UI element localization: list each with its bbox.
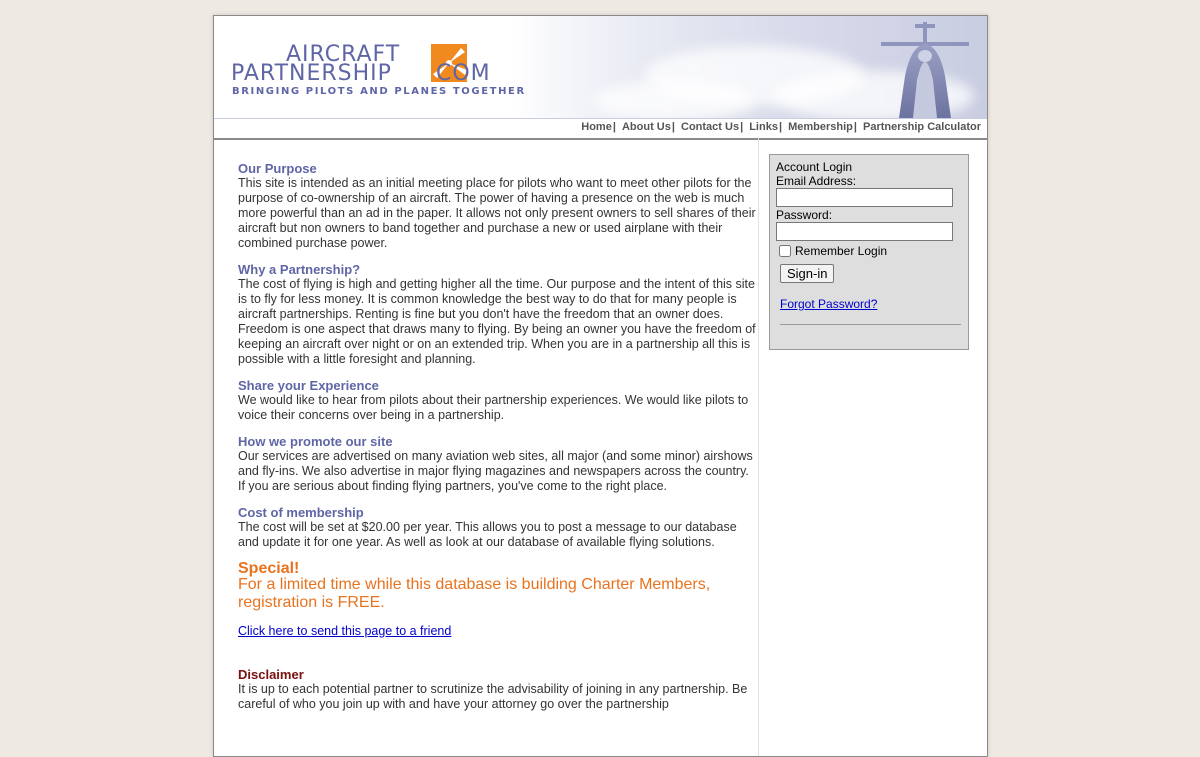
logo-line1: AIRCRAFT [286,42,401,67]
nav-about-us[interactable]: About Us [621,121,671,133]
send-to-friend-link[interactable]: Click here to send this page to a friend [238,624,452,638]
forgot-password-link[interactable]: Forgot Password? [780,297,878,311]
column-divider [758,137,759,757]
nav-separator: | [671,121,675,133]
content-area [214,137,987,757]
password-label: Password: [776,208,833,222]
section-text: The cost will be set at $20.00 per year. This allows you to post a message to our database and update it for one year. As well as look at our database of available flying solutions. [238,520,737,549]
section-title: How we promote our site [238,434,393,449]
page-container [213,15,988,757]
logo-line2: PARTNERSHIP COM [231,61,491,86]
nav-separator: | [740,121,744,133]
nav-links[interactable]: Links [749,121,778,133]
logo-tagline: BRINGING PILOTS AND PLANES TOGETHER [232,86,526,97]
password-field[interactable] [776,222,953,241]
disclaimer-title: Disclaimer [238,667,304,682]
login-panel [769,154,969,350]
section-title: Share your Experience [238,378,379,393]
special-title: Special! [238,560,300,577]
main-column [238,161,758,723]
nav-separator: | [853,121,857,133]
header-banner [214,16,987,118]
section-text: We would like to hear from pilots about their partnership experiences. We would like pilots to voice their concerns over being in a partnership. [238,393,749,422]
section-title: Our Purpose [238,161,317,176]
email-label: Email Address: [776,174,857,188]
remember-login-checkbox[interactable] [779,245,791,257]
login-title: Account Login [776,160,853,174]
section-text: The cost of flying is high and getting higher all the time. Our purpose and the intent of this site is to fly for less money. It is common knowledge the best way to do that for many people is aircraft partnerships. Renting is fine but you don't have the freedom that an owner does. Freedom is one aspect that draws many to flying. By being an owner you have the freedom of keeping an aircraft over night or on an extended trip. When you are in a partnership all this is possible with a little foresight and planning. [238,277,756,366]
section-title: Why a Partnership? [238,262,361,277]
email-field[interactable] [776,188,953,207]
disclaimer-text: It is up to each potential partner to scrutinize the advisability of joining in any partnership. Be careful of who you join up with and have your attorney go over the partnership [238,682,748,711]
remember-login-row [776,244,962,258]
nav-separator: | [778,121,783,133]
section-title: Cost of membership [238,505,364,520]
login-divider [780,324,961,325]
special-text: For a limited time while this database is building Charter Members, registration is FREE. [238,576,711,611]
remember-login-label: Remember Login [795,244,888,258]
section-text: This site is intended as an initial meeting place for pilots who want to meet other pilots for the purpose of co-ownership of an aircraft. The power of having a presence on the web is much more powerful than an ad in the paper. It allows not only present owners to sell shares of their aircraft but non owners to band together and purchase a new or used airplane with their combined purchase power. [238,176,756,250]
section-text: Our services are advertised on many aviation web sites, all major (and some minor) airshows and fly-ins. We also advertise in major flying magazines and newspapers across the country. If you are serious about finding flying partners, you've come to the right place. [238,449,753,493]
nav-partnership-calculator[interactable]: Partnership Calculator [863,121,981,133]
nav-membership[interactable]: Membership [788,121,853,133]
nav-home[interactable]: Home [581,121,612,133]
nav-contact-us[interactable]: Contact Us [681,121,740,133]
nav-separator: | [612,121,616,133]
sign-in-button[interactable]: Sign-in [780,264,834,283]
airplane-illustration [837,16,987,118]
